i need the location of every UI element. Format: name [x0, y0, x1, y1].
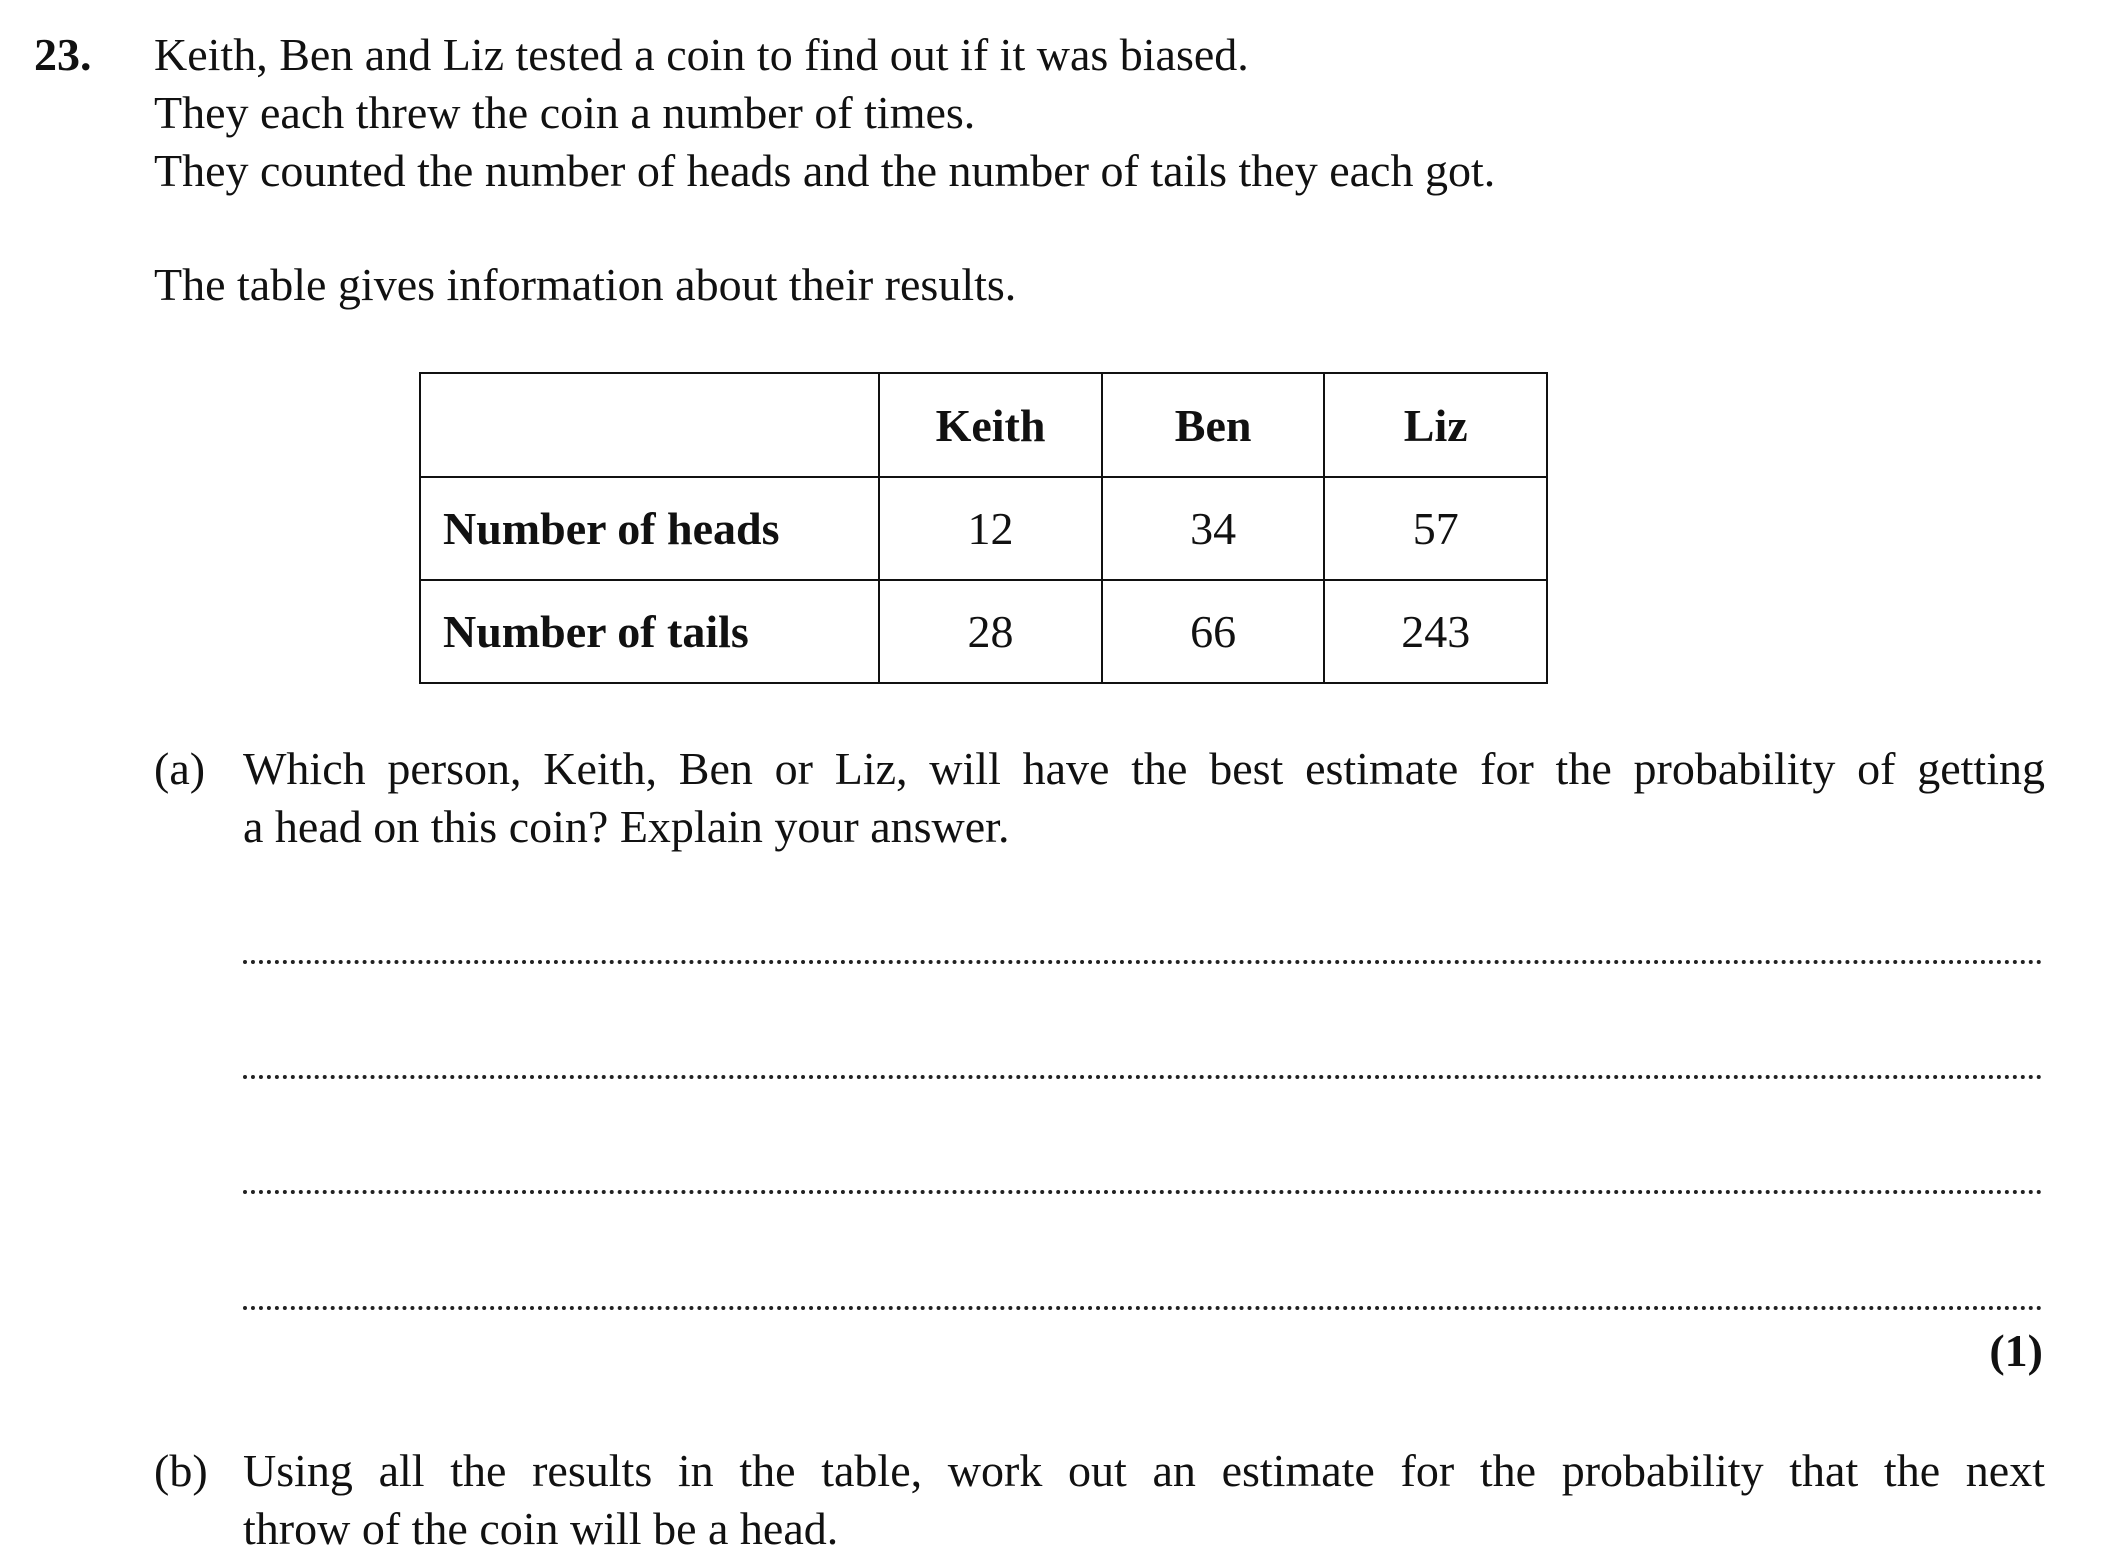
intro-line-2: They each threw the coin a number of times.	[154, 87, 976, 138]
answer-line-4[interactable]	[243, 1306, 2043, 1310]
part-a-label: (a)	[154, 743, 206, 794]
part-b-line-1: Using all the results in the table, work out an estimate for the probability that the next	[243, 1445, 2045, 1496]
answer-line-2[interactable]	[243, 1075, 2043, 1079]
part-b-line-2: throw of the coin will be a head.	[243, 1503, 839, 1554]
row-label-heads: Number of heads	[420, 477, 879, 580]
answer-line-1[interactable]	[243, 960, 2043, 964]
part-a-marks: (1)	[1989, 1325, 2043, 1376]
cell-tails-keith: 28	[879, 580, 1102, 683]
part-a-question	[243, 740, 2045, 856]
table-corner-cell	[420, 373, 879, 477]
results-table	[419, 372, 1548, 684]
column-header-keith: Keith	[879, 373, 1102, 477]
part-a-line-2: a head on this coin? Explain your answer.	[243, 801, 1010, 852]
part-b-label: (b)	[154, 1445, 208, 1496]
intro-line-1: Keith, Ben and Liz tested a coin to find out if it was biased.	[154, 29, 1249, 80]
cell-tails-liz: 243	[1324, 580, 1547, 683]
row-label-tails: Number of tails	[420, 580, 879, 683]
column-header-ben: Ben	[1102, 373, 1325, 477]
table-intro: The table gives information about their results.	[154, 259, 1017, 310]
part-b-question	[243, 1442, 2045, 1558]
table-row-tails	[420, 580, 1547, 683]
part-a-line-1: Which person, Keith, Ben or Liz, will have the best estimate for the probability of getting	[243, 743, 2045, 794]
answer-line-3[interactable]	[243, 1190, 2043, 1194]
intro-line-3: They counted the number of heads and the number of tails they each got.	[154, 145, 1496, 196]
question-number: 23.	[34, 29, 92, 80]
table-row-heads	[420, 477, 1547, 580]
table-header-row	[420, 373, 1547, 477]
cell-heads-keith: 12	[879, 477, 1102, 580]
cell-heads-ben: 34	[1102, 477, 1325, 580]
cell-heads-liz: 57	[1324, 477, 1547, 580]
column-header-liz: Liz	[1324, 373, 1547, 477]
cell-tails-ben: 66	[1102, 580, 1325, 683]
